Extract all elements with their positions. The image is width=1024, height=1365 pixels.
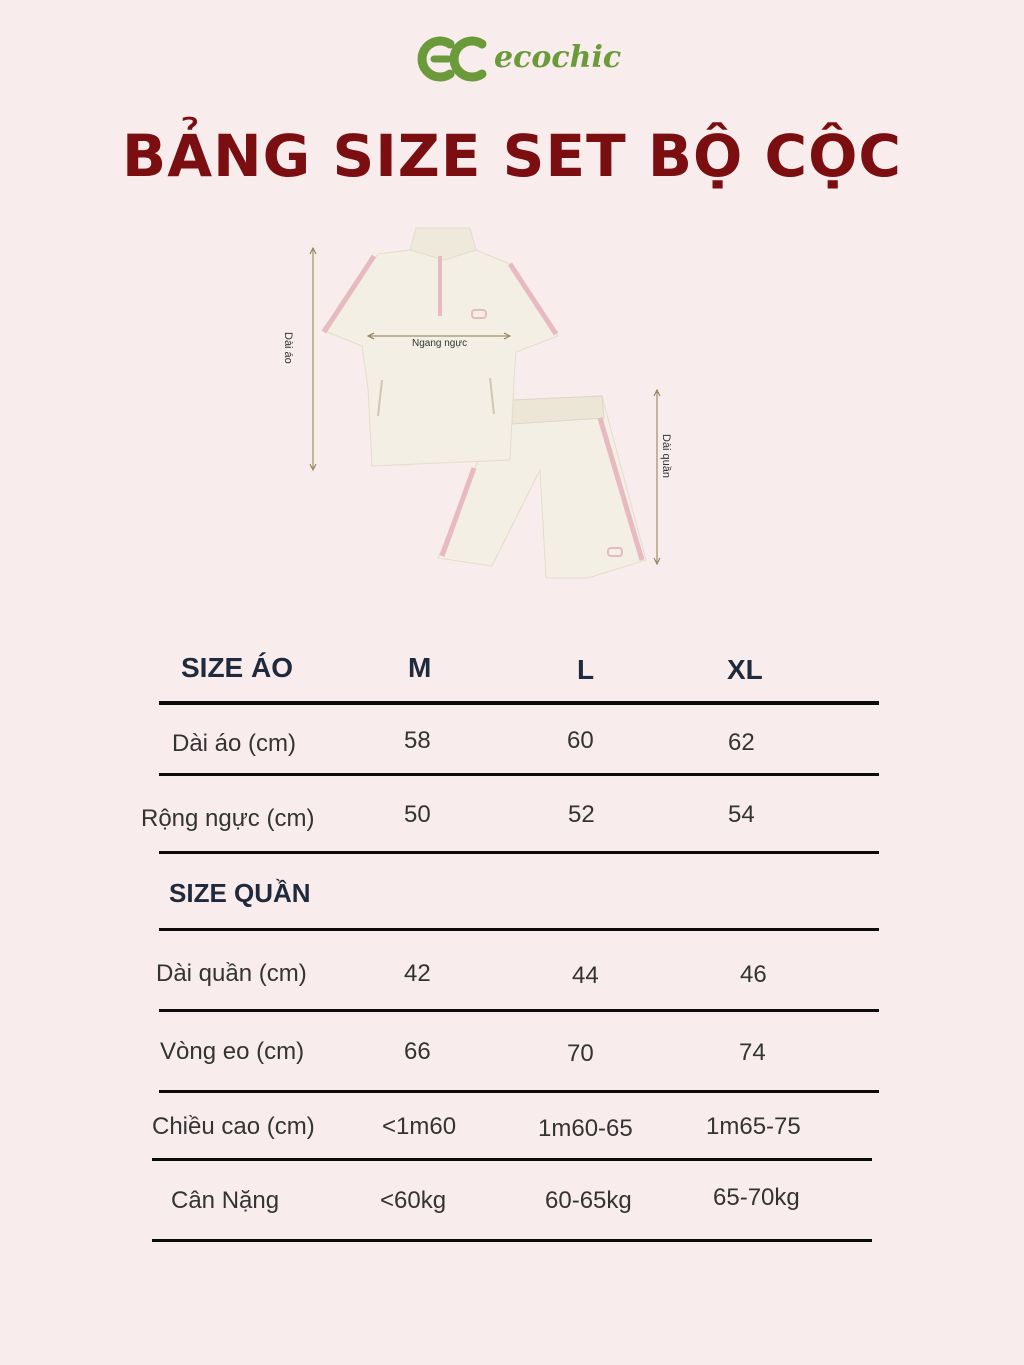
table-divider — [159, 773, 879, 776]
row-label: Vòng eo (cm) — [160, 1038, 305, 1065]
row-value: 58 — [404, 727, 431, 754]
table-divider — [159, 701, 879, 705]
row-value: 1m65-75 — [706, 1113, 801, 1140]
row-label: Rộng ngực (cm) — [141, 805, 315, 832]
brand-logo — [414, 34, 622, 88]
row-label: Dài áo (cm) — [172, 730, 297, 757]
size-l-header: L — [577, 654, 595, 685]
chest-width-label: Ngang ngực — [412, 338, 468, 349]
row-label: Chiều cao (cm) — [152, 1113, 315, 1140]
row-value: 1m60-65 — [538, 1115, 633, 1142]
row-value: 54 — [728, 801, 755, 828]
row-value: <1m60 — [382, 1113, 457, 1140]
row-value: 70 — [567, 1040, 594, 1067]
row-value: 62 — [728, 729, 755, 756]
row-value: 44 — [572, 962, 599, 989]
pants-size-heading: SIZE QUẦN — [169, 878, 311, 908]
shirt-length-label: Dài áo — [282, 332, 294, 364]
shirt-size-heading: SIZE ÁO — [181, 652, 294, 683]
ecochic-logo-icon — [414, 34, 494, 84]
table-divider — [152, 1158, 872, 1161]
row-value: 66 — [404, 1038, 431, 1065]
table-divider — [159, 1090, 879, 1093]
pants-length-label: Dài quần — [660, 434, 672, 479]
row-value: <60kg — [380, 1187, 447, 1214]
row-value: 52 — [568, 801, 595, 828]
row-value: 50 — [404, 801, 431, 828]
table-divider — [152, 1239, 872, 1242]
table-divider — [159, 1009, 879, 1012]
row-value: 60 — [567, 727, 594, 754]
row-label: Cân Nặng — [171, 1187, 280, 1214]
page-title: BẢNG SIZE SET BỘ CỘC — [122, 122, 902, 190]
size-xl-header: XL — [727, 654, 763, 685]
table-divider — [159, 928, 879, 931]
row-value: 65-70kg — [713, 1184, 800, 1211]
row-value: 60-65kg — [545, 1187, 632, 1214]
row-value: 42 — [404, 960, 431, 987]
row-label: Dài quần (cm) — [156, 960, 307, 987]
size-m-header: M — [408, 652, 432, 683]
outfit-image — [270, 220, 690, 590]
row-value: 74 — [739, 1039, 766, 1066]
garment-illustration — [270, 220, 690, 590]
table-divider — [159, 851, 879, 854]
row-value: 46 — [740, 961, 767, 988]
brand-name: ecochic — [494, 40, 622, 75]
